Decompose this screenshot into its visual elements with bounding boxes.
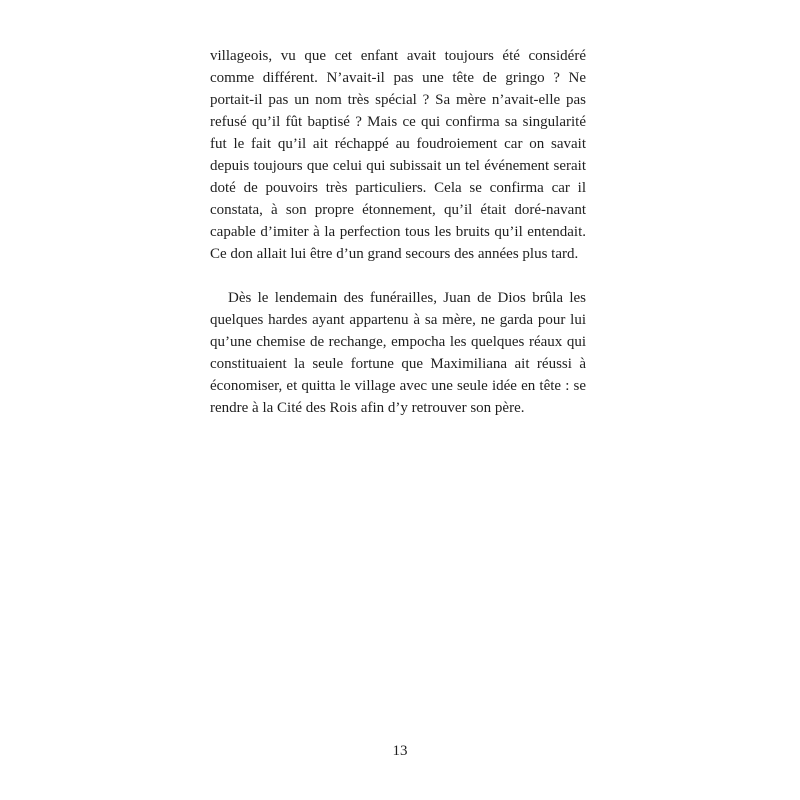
body-text	[210, 45, 586, 419]
page-number: 13	[392, 743, 408, 759]
paragraph-1: villageois, vu que cet enfant avait toujours été considéré comme différent. N’avait-il pas une tête de gringo ? Ne portait-il pas un nom très spécial ? Sa mère n’avait-elle pas refusé qu’il fût baptisé ? Mais ce qui confirma sa singularité fut le fait qu’il ait réchappé au foudroiement car on savait depuis toujours que celui qui subissait un tel événement serait doté de pouvoirs très particuliers. Cela se confirma car il constata, à son propre étonnement, qu’il était doré-navant capable d’imiter à la perfection tous les bruits qu’il entendait. Ce don allait lui être d’un grand secours des années plus tard.	[210, 48, 586, 262]
paragraph-2: Dès le lendemain des funérailles, Juan de Dios brûla les quelques hardes ayant appartenu à sa mère, ne garda pour lui qu’une chemise de rechange, empocha les quelques réaux qui constituaient la seule fortune que Maximiliana ait réussi à économiser, et quitta le village avec une seule idée en tête : se rendre à la Cité des Rois afin d’y retrouver son père.	[210, 290, 586, 416]
